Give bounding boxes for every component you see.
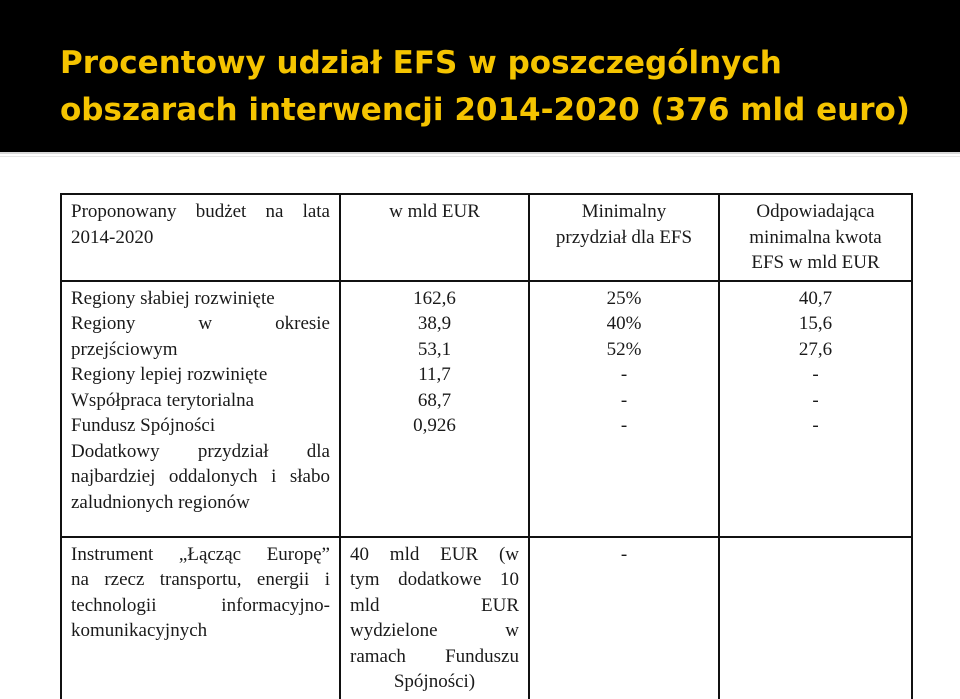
min-amount-cell	[719, 281, 912, 537]
instrument-budget-cell	[340, 537, 529, 699]
header-text: Proponowany budżet na lata	[71, 201, 330, 222]
table-row-regions	[61, 281, 912, 537]
budget-value: 38,9	[417, 313, 452, 334]
min-share-value: 25%	[606, 287, 642, 309]
header-text: 2014-2020	[71, 226, 154, 248]
slide-title	[60, 40, 940, 134]
instrument-label-cell	[61, 537, 340, 699]
region-label: przejściowym	[71, 338, 178, 360]
instrument-label: Instrument „Łącząc Europę”	[71, 543, 330, 565]
budget-values-cell	[340, 281, 529, 537]
min-share-value: -	[620, 543, 628, 565]
header-text: Odpowiadająca	[756, 201, 875, 222]
instrument-min-amount-cell	[719, 537, 912, 699]
budget-value: 11,7	[418, 364, 451, 385]
instrument-min-share-cell	[529, 537, 719, 699]
min-amount-value: -	[812, 364, 819, 385]
min-share-value: -	[620, 364, 628, 385]
header-budget-eur	[340, 194, 529, 281]
min-amount-value: 40,7	[798, 287, 833, 309]
region-label: Fundusz Spójności	[71, 415, 216, 436]
budget-value: 0,926	[413, 415, 456, 436]
header-text: EFS w mld EUR	[751, 252, 880, 273]
instrument-budget-text: wydzielone w	[350, 620, 519, 641]
min-share-cell	[529, 281, 719, 537]
header-proposed-budget	[61, 194, 340, 281]
instrument-budget-text: tym dodatkowe 10	[350, 569, 519, 590]
min-amount-value: -	[812, 389, 819, 411]
instrument-budget-text: Spójności)	[393, 671, 476, 692]
efs-budget-table	[60, 193, 913, 699]
header-divider-thin	[0, 156, 960, 157]
header-min-amount	[719, 194, 912, 281]
min-share-value: -	[620, 389, 628, 411]
min-amount-value: -	[812, 415, 819, 436]
region-label: Regiony w okresie	[71, 313, 330, 334]
region-label: najbardziej oddalonych i słabo	[71, 466, 330, 487]
header-divider	[0, 152, 960, 154]
header-min-allocation	[529, 194, 719, 281]
region-label: Dodatkowy przydział dla	[71, 440, 330, 462]
slide-title-line-1: Procentowy udział EFS w poszczególnych	[60, 45, 782, 81]
instrument-label: technologii informacyjno-	[71, 594, 330, 616]
header-text: w mld EUR	[389, 201, 480, 222]
slide-header	[0, 0, 960, 152]
region-label: zaludnionych regionów	[71, 491, 250, 513]
header-text: Minimalny	[581, 201, 667, 222]
table-header-row	[61, 194, 912, 281]
instrument-label: na rzecz transportu, energii i	[71, 569, 330, 590]
region-label: Regiony słabiej rozwinięte	[71, 287, 275, 309]
min-share-value: 52%	[606, 338, 642, 360]
instrument-budget-text: 40 mld EUR (w	[350, 543, 519, 565]
min-amount-value: 27,6	[798, 338, 833, 360]
region-label: Współpraca terytorialna	[71, 389, 255, 411]
min-share-value: -	[620, 415, 628, 436]
header-text: przydział dla EFS	[555, 226, 693, 248]
table-row-instrument	[61, 537, 912, 699]
budget-value: 53,1	[417, 338, 452, 360]
region-labels-cell	[61, 281, 340, 537]
instrument-budget-text: ramach Funduszu	[350, 645, 519, 667]
instrument-budget-text: mld EUR	[350, 594, 519, 616]
budget-value: 162,6	[413, 287, 456, 309]
header-text: minimalna kwota	[749, 226, 882, 248]
region-label: Regiony lepiej rozwinięte	[71, 364, 268, 385]
slide-title-line-2: obszarach interwencji 2014-2020 (376 mld euro)	[60, 92, 910, 128]
min-share-value: 40%	[606, 313, 642, 334]
instrument-label: komunikacyjnych	[71, 620, 208, 641]
budget-value: 68,7	[417, 389, 452, 411]
min-amount-value: 15,6	[798, 313, 833, 334]
